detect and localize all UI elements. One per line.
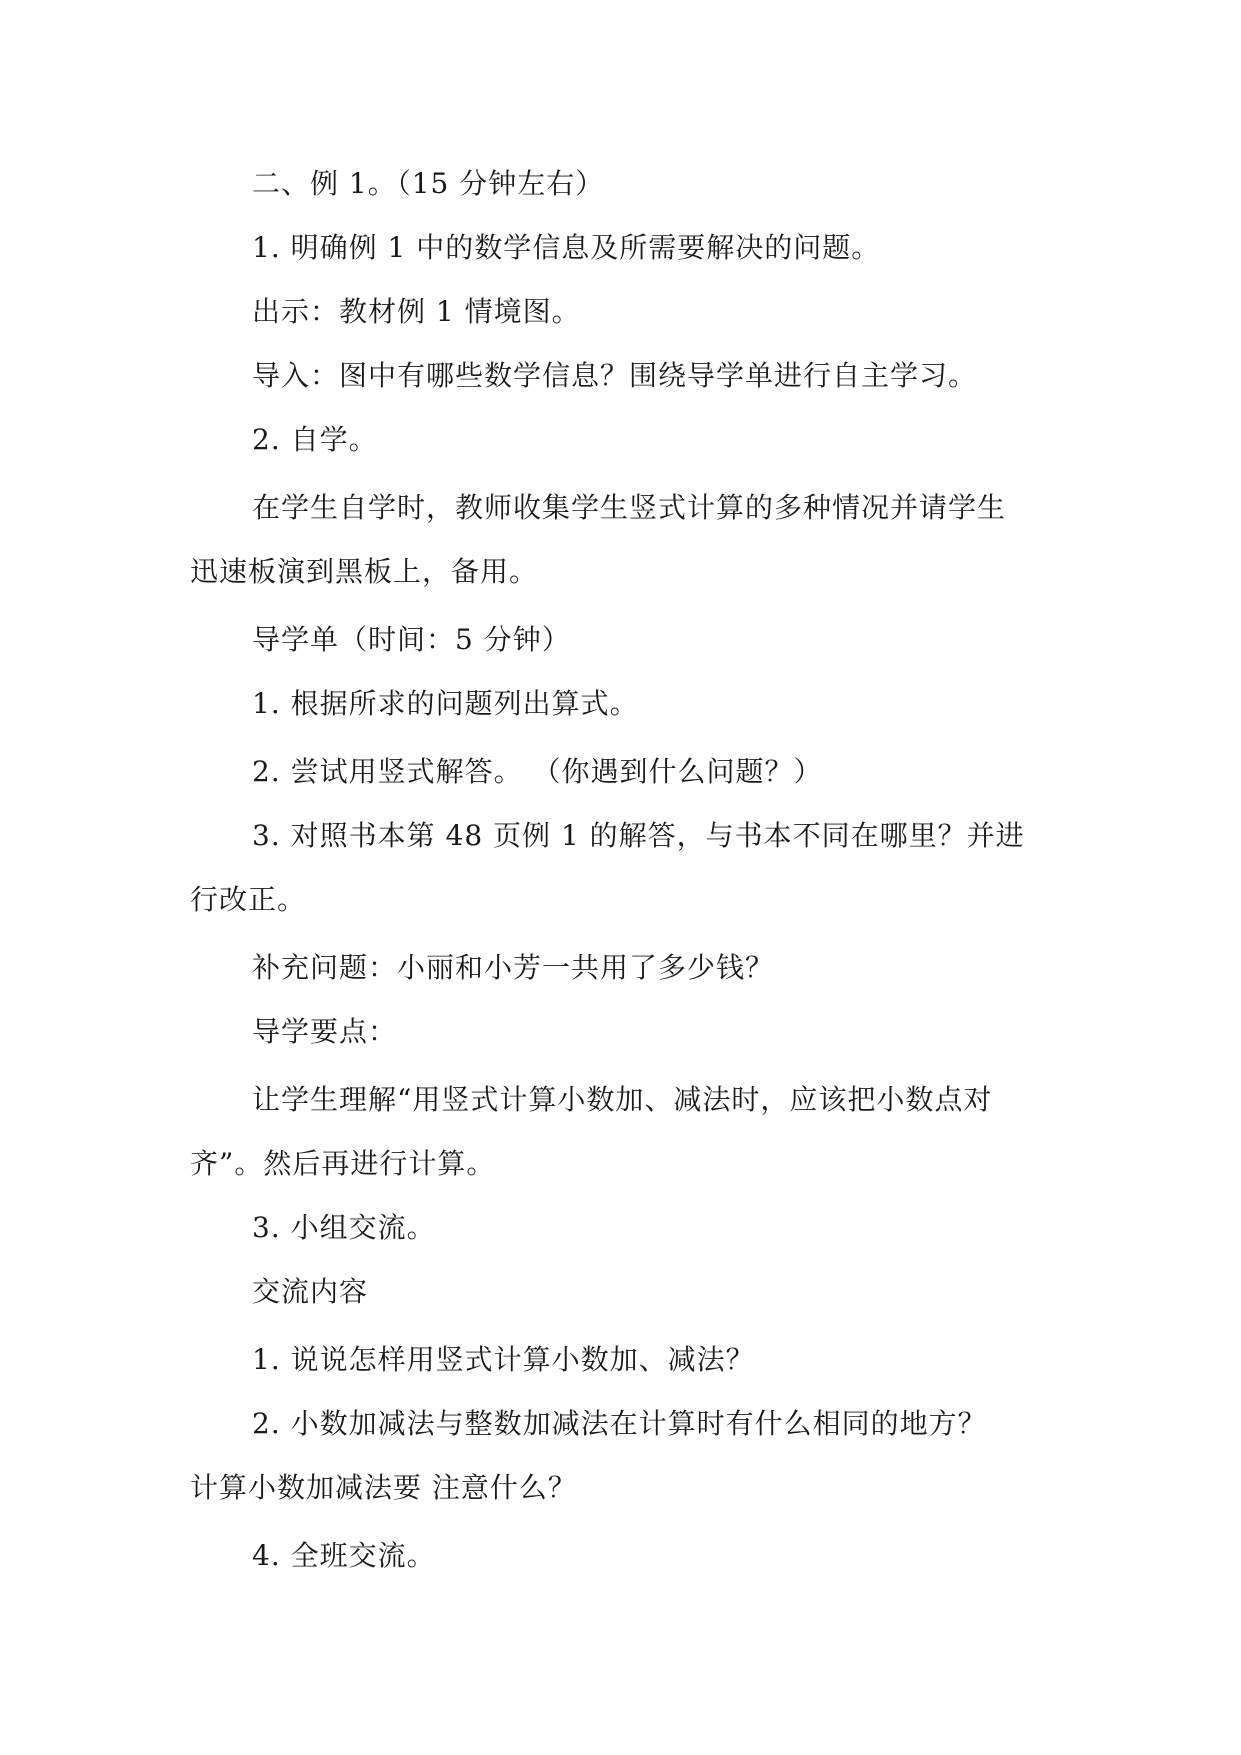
list-item: 1. 根据所求的问题列出算式。 — [252, 687, 639, 720]
text-paragraph-continuation: 计算小数加减法要 注意什么？ — [190, 1471, 577, 1504]
list-item: 2. 小数加减法与整数加减法在计算时有什么相同的地方？ — [252, 1407, 987, 1440]
text-paragraph: 在学生自学时，教师收集学生竖式计算的多种情况并请学生 — [252, 491, 1007, 524]
step-paragraph: 4. 全班交流。 — [252, 1539, 436, 1572]
list-item: 3. 对照书本第 48 页例 1 的解答，与书本不同在哪里？并进 — [252, 819, 1025, 852]
section-heading: 二、例 1。（15 分钟左右） — [252, 167, 605, 200]
text-paragraph-continuation: 行改正。 — [190, 883, 307, 916]
text-paragraph: 交流内容 — [252, 1275, 369, 1308]
step-paragraph: 2. 自学。 — [252, 423, 378, 456]
text-paragraph: 出示：教材例 1 情境图。 — [252, 295, 581, 328]
list-item: 2. 尝试用竖式解答。 （你遇到什么问题？） — [252, 755, 823, 788]
text-paragraph: 导入：图中有哪些数学信息？围绕导学单进行自主学习。 — [252, 359, 978, 392]
step-paragraph: 1. 明确例 1 中的数学信息及所需要解决的问题。 — [252, 231, 881, 264]
text-paragraph: 导学要点： — [252, 1015, 398, 1048]
list-item: 1. 说说怎样用竖式计算小数加、减法？ — [252, 1343, 755, 1376]
text-paragraph: 导学单（时间：5 分钟） — [252, 623, 571, 656]
text-paragraph: 补充问题：小丽和小芳一共用了多少钱？ — [252, 951, 775, 984]
text-paragraph-continuation: 齐”。然后再进行计算。 — [190, 1147, 496, 1180]
step-paragraph: 3. 小组交流。 — [252, 1211, 436, 1244]
text-paragraph-continuation: 迅速板演到黑板上，备用。 — [190, 555, 539, 588]
text-paragraph: 让学生理解“用竖式计算小数加、减法时，应该把小数点对 — [252, 1083, 993, 1116]
